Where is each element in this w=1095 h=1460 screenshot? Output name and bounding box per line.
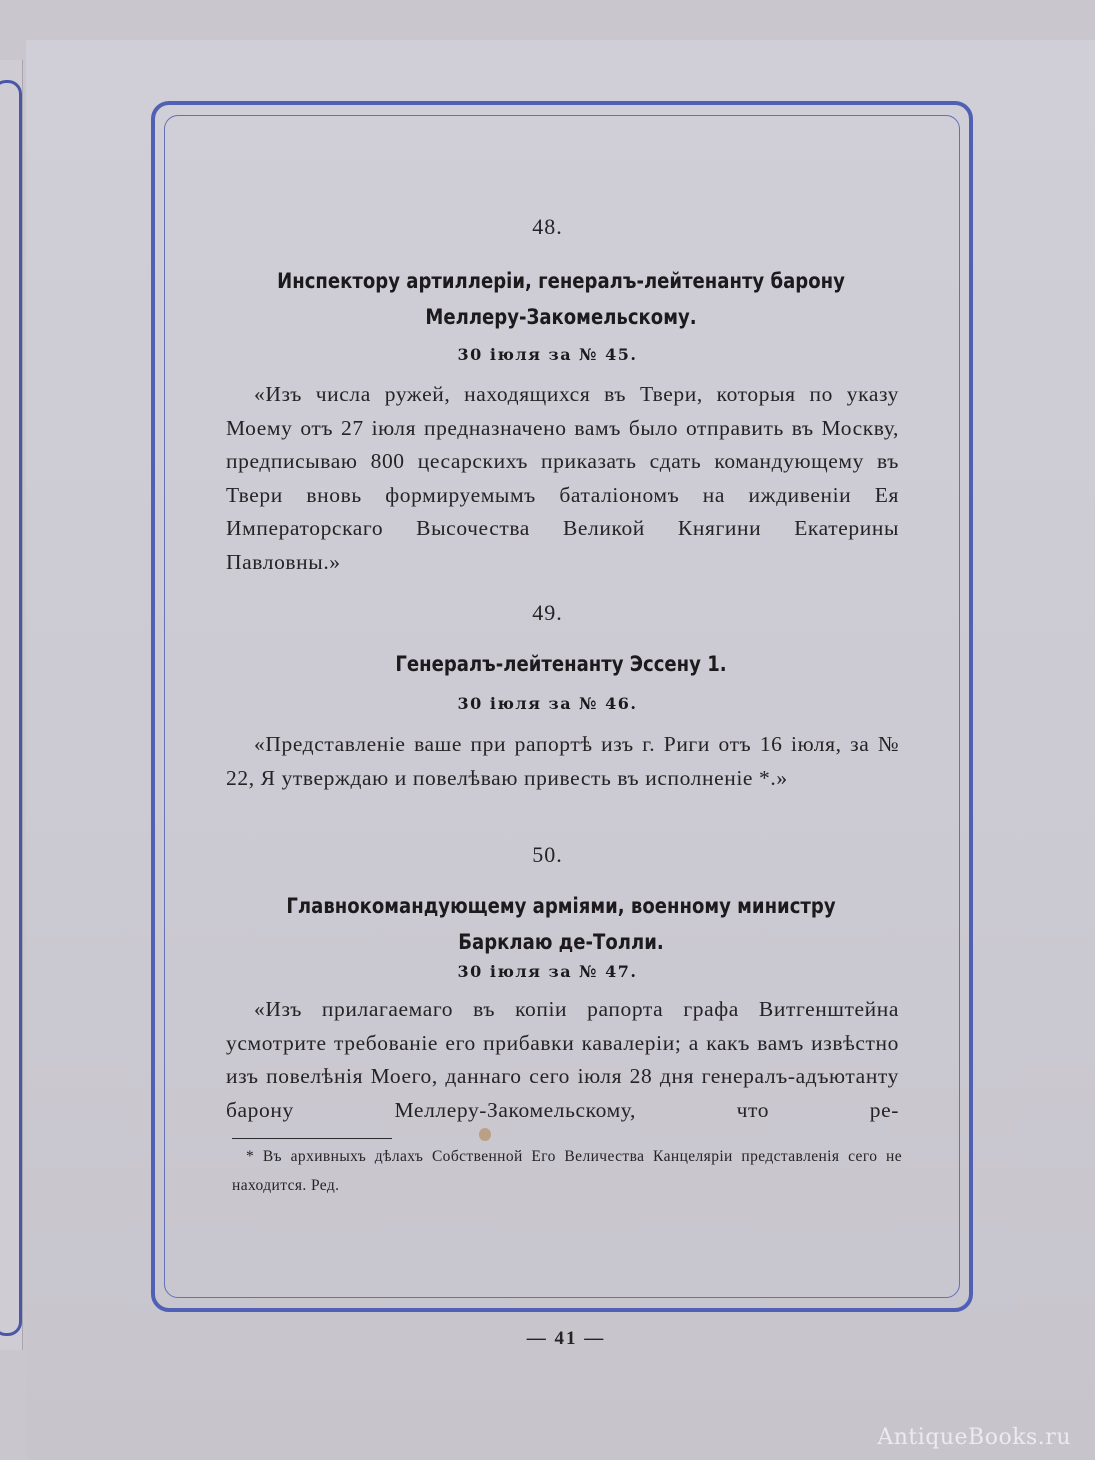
footnote: * Въ архивныхъ дѣлахъ Собственной Его Величества Канцеляріи представленія сего не находится. Ред. xyxy=(232,1148,902,1194)
document-text: «Представленіе ваше при рапортѣ изъ г. Риги отъ 16 іюля, за № 22, Я утверждаю и повелѣваю привесть въ исполненіе *.» xyxy=(226,732,899,790)
document-heading: Главнокомандующему арміями, военному министру Барклаю де-Толли. xyxy=(286,894,836,954)
document-date: 30 іюля за № 45. xyxy=(457,345,638,364)
document-heading: Генералъ-лейтенанту Эссену 1. xyxy=(395,652,727,676)
paper-stain xyxy=(479,1128,491,1141)
document-text: «Изъ числа ружей, находящихся въ Твери, которыя по указу Моему отъ 27 іюля предназначено вамъ было отправить въ Москву, предписываю 800 цесарскихъ приказать сдать командующему въ Твери вновь формируемымъ баталіономъ на иждивеніи Ея Императорскаго Высочества Великой Княгини Екатерины Павловны.» xyxy=(226,382,899,574)
document-number: 50. xyxy=(532,842,563,867)
document-date: 30 іюля за № 46. xyxy=(457,694,638,713)
page-number: — 41 — xyxy=(526,1328,606,1349)
document-text: «Изъ прилагаемаго въ копіи рапорта графа Витгенштейна усмотрите требованіе его прибавки кавалеріи; а какъ вамъ извѣстно изъ повелѣнія Моего, даннаго сего іюля 28 дня генералъ-адъютанту барону Меллеру-Закомельскому, что ре- xyxy=(226,997,899,1122)
document-number: 48. xyxy=(532,214,563,239)
footnote-rule xyxy=(232,1138,392,1139)
document-number: 49. xyxy=(532,600,563,625)
document-date: 30 іюля за № 47. xyxy=(457,962,638,981)
document-heading: Инспектору артиллеріи, генералъ-лейтенанту барону Меллеру-Закомельскому. xyxy=(277,269,845,329)
watermark: AntiqueBooks.ru xyxy=(877,1425,1071,1450)
